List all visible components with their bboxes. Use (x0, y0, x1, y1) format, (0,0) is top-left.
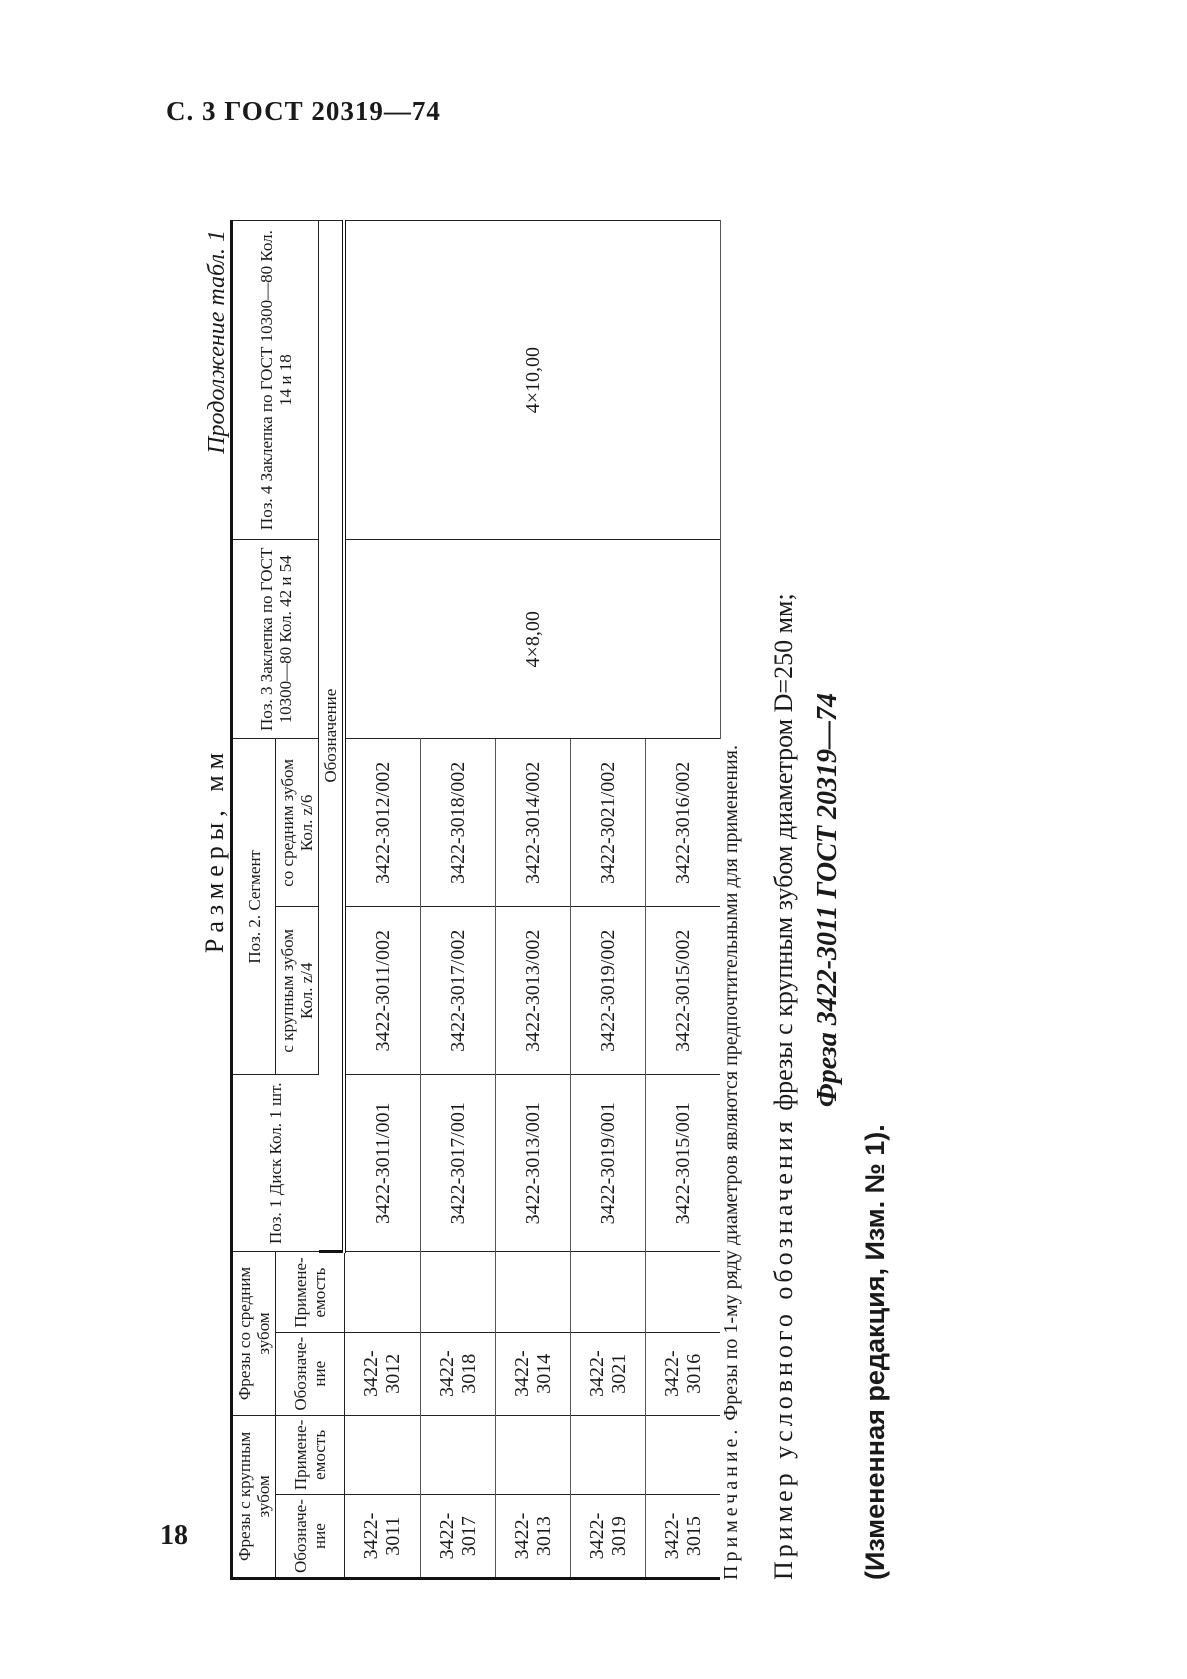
note-label: Примечание. (720, 1425, 742, 1580)
header-coarse-applicability: Примене-емость (276, 1415, 345, 1494)
coarse-applicability-cell (646, 1415, 721, 1494)
segment-coarse-cell: 3422-3015/002 (646, 907, 721, 1075)
coarse-designation-cell: 3422-3019 (571, 1495, 646, 1579)
segment-medium-cell: 3422-3018/002 (421, 739, 496, 907)
disk-cell: 3422-3013/001 (496, 1075, 571, 1252)
table-continuation-label: Продолжение табл. 1 (204, 230, 230, 454)
header-pos2-coarse: с крупным зубом Кол. z/4 (276, 907, 319, 1075)
header-pos4: Поз. 4 Заклепка по ГОСТ 10300—80 Кол. 14 и 18 (232, 221, 319, 540)
table-title: Размеры, мм (200, 746, 229, 954)
coarse-designation-cell: 3422-3011 (344, 1495, 421, 1579)
medium-applicability-cell (344, 1252, 421, 1332)
coarse-designation-cell: 3422-3013 (496, 1495, 571, 1579)
segment-coarse-cell: 3422-3019/002 (571, 907, 646, 1075)
header-medium-cutters: Фрезы со средним зубом (232, 1252, 276, 1415)
header-medium-applicability: Примене-емость (276, 1252, 345, 1332)
header-designation-row: Обозначение (319, 221, 345, 1252)
medium-designation-cell: 3422-3012 (344, 1332, 421, 1415)
page-header: С. 3 ГОСТ 20319—74 (166, 96, 441, 126)
header-coarse-designation: Обозначе-ние (276, 1495, 345, 1579)
segment-coarse-cell: 3422-3013/002 (496, 907, 571, 1075)
header-pos1: Поз. 1 Диск Кол. 1 шт. (232, 1075, 319, 1252)
rivet-pos4-cell: 4×10,00 (344, 221, 720, 540)
example-text: фрезы с крупным зубом диаметром D=250 мм; (769, 593, 798, 1118)
segment-medium-cell: 3422-3014/002 (496, 739, 571, 907)
medium-designation-cell: 3422-3021 (571, 1332, 646, 1415)
medium-applicability-cell (421, 1252, 496, 1332)
table-note (720, 220, 743, 1580)
medium-designation-cell: 3422-3018 (421, 1332, 496, 1415)
example-label: Пример условного обозначения (769, 1117, 798, 1580)
medium-designation-cell: 3422-3016 (646, 1332, 721, 1415)
designation-example (768, 220, 799, 1580)
coarse-applicability-cell (571, 1415, 646, 1494)
medium-designation-cell: 3422-3014 (496, 1332, 571, 1415)
coarse-designation-cell: 3422-3015 (646, 1495, 721, 1579)
coarse-applicability-cell (421, 1415, 496, 1494)
segment-medium-cell: 3422-3012/002 (344, 739, 421, 907)
medium-applicability-cell (571, 1252, 646, 1332)
disk-cell: 3422-3015/001 (646, 1075, 721, 1252)
coarse-applicability-cell (344, 1415, 421, 1494)
note-text: Фрезы по 1-му ряду диаметров являются предпочтительными для применения. (720, 745, 742, 1426)
page-number: 18 (160, 1520, 188, 1551)
edit-note: (Измененная редакция, Изм. № 1). (860, 1124, 890, 1580)
header-pos3: Поз. 3 Заклепка по ГОСТ 10300—80 Кол. 42 и 54 (232, 540, 319, 739)
disk-cell: 3422-3019/001 (571, 1075, 646, 1252)
rotated-content (200, 220, 1160, 1580)
disk-cell: 3422-3011/001 (344, 1075, 421, 1252)
dimensions-table (230, 220, 721, 1580)
header-pos2: Поз. 2. Сегмент (232, 739, 276, 1075)
rivet-pos3-cell: 4×8,00 (344, 540, 720, 739)
segment-coarse-cell: 3422-3017/002 (421, 907, 496, 1075)
disk-cell: 3422-3017/001 (421, 1075, 496, 1252)
designation-example-value: Фреза 3422-3011 ГОСТ 20319—74 (812, 692, 843, 1108)
medium-applicability-cell (646, 1252, 721, 1332)
medium-applicability-cell (496, 1252, 571, 1332)
coarse-applicability-cell (496, 1415, 571, 1494)
header-pos2-medium: со средним зубом Кол. z/6 (276, 739, 319, 907)
table-row (344, 221, 421, 1579)
header-medium-designation: Обозначе-ние (276, 1332, 345, 1415)
segment-coarse-cell: 3422-3011/002 (344, 907, 421, 1075)
segment-medium-cell: 3422-3021/002 (571, 739, 646, 907)
coarse-designation-cell: 3422-3017 (421, 1495, 496, 1579)
header-coarse-cutters: Фрезы с крупным зубом (232, 1415, 276, 1578)
segment-medium-cell: 3422-3016/002 (646, 739, 721, 907)
